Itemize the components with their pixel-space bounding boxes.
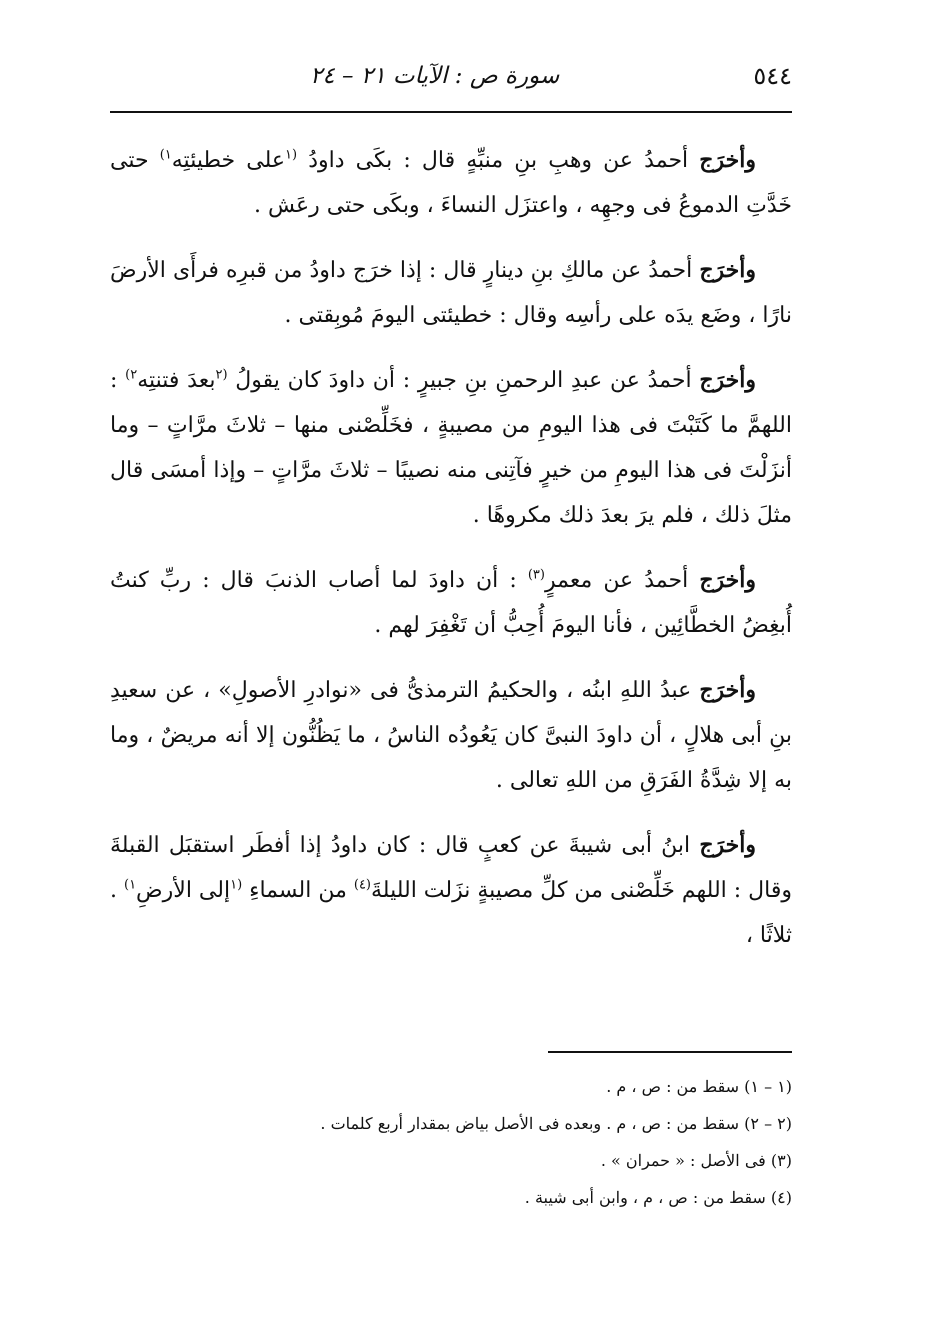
- paragraph: [110, 558, 792, 648]
- paragraph-text: . ثلاثًا ،: [109, 878, 792, 948]
- paragraph-text: أحمدُ عن عبدِ الرحمنِ بنِ جبيرٍ : أن داودَ كان يقولُ: [227, 368, 700, 393]
- paragraph: [110, 668, 792, 803]
- paragraph-lead-word: وأخرَج: [699, 147, 756, 173]
- paragraph-text: إلى الأرضِ: [136, 878, 231, 903]
- page-number: ٥٤٤: [753, 62, 792, 90]
- paragraph: [110, 138, 792, 228]
- footnote-marker: (١: [230, 877, 243, 893]
- paragraph-text: عبدُ اللهِ ابنُه ، والحكيمُ الترمذىُّ فى «نوادرِ الأصولِ» ، عن سعيدِ بنِ أبى هلالٍ ، أن داودَ النبىَّ كان يَعُودُه الناسُ ، ما يَظُنُّون إلا أنه مريضٌ ، وما به إلا شِدَّةُ الفَرَقِ من اللهِ تعالى .: [110, 678, 792, 793]
- footnote-rule: [548, 1051, 792, 1053]
- footnote-marker: (٢: [215, 367, 228, 383]
- footnotes: [110, 1068, 792, 1216]
- footnote-marker: ١): [123, 877, 137, 893]
- paragraph: [110, 823, 792, 958]
- paragraph-text: أحمدُ عن وهبِ بنِ منبِّهٍ قال : بكَى داودُ: [297, 148, 700, 173]
- footnote: (٤) سقط من : ص ، م ، وابن أبى شيبة .: [524, 1188, 792, 1207]
- paragraph-text: حتى خَدَّتِ الدموعُ فى وجهِه ، واعتزَل النساءَ ، وبكَى حتى رعَش .: [110, 148, 792, 218]
- footnote-marker: ١): [159, 147, 172, 163]
- paragraph-text: أحمدُ عن مالكِ بنِ دينارٍ قال : إذا خرَج داودُ من قبرِه فرأَى الأرضَ نارًا ، وضَع يدَه على رأسِه وقال : خطيئتى اليومَ مُوبِقتى .: [110, 258, 792, 328]
- footnote-marker: (٤): [353, 877, 371, 893]
- footnote-marker: (١: [285, 147, 298, 163]
- paragraph-lead-word: وأخرَج: [699, 567, 757, 593]
- paragraph-lead-word: وأخرَج: [699, 257, 756, 283]
- footnote: (٣) فى الأصل : « حمران » .: [600, 1151, 792, 1170]
- paragraph-text: : اللهمَّ ما كَتَبْتَ فى هذا اليومِ من مصيبةٍ ، فخَلِّصْنى منها – ثلاثَ مرَّاتٍ – وما أنزَلْتَ فى هذا اليومِ من خيرٍ فآتِنى منه نصيبًا – ثلاثَ مرَّاتٍ – وإذا أمسَى قال مثلَ ذلك ، فلم يرَ بعدَ ذلك مكروهًا .: [110, 368, 792, 528]
- paragraph-text: ابنُ أبى شيبةَ عن كعبٍ قال : كان داودُ إذا أفطَر استقبَل القبلةَ وقال : اللهم خَلِّصْنى من كلِّ مصيبةٍ نزَلت الليلةَ: [110, 833, 792, 903]
- running-head: [110, 56, 792, 96]
- footnote-marker: ٢): [125, 367, 138, 383]
- paragraph-lead-word: وأخرَج: [699, 367, 757, 393]
- header-rule: [110, 111, 792, 113]
- paragraph-text: من السماءِ: [242, 878, 354, 903]
- footnote: (١ – ١) سقط من : ص ، م .: [606, 1077, 792, 1096]
- paragraph-text: بعدَ فتنتِه: [137, 368, 216, 393]
- main-text: [110, 138, 792, 978]
- footnote-marker: (٣): [527, 567, 545, 583]
- paragraph-text: على خطيئتِه: [171, 148, 285, 173]
- footnote: (٢ – ٢) سقط من : ص ، م . وبعده فى الأصل بياض بمقدار أربع كلمات .: [320, 1114, 792, 1133]
- paragraph: [110, 358, 792, 538]
- paragraph: [110, 248, 792, 338]
- paragraph-lead-word: وأخرَج: [699, 677, 756, 703]
- paragraph-lead-word: وأخرَج: [699, 832, 756, 858]
- header-title: سورة ص : الآيات ٢١ – ٢٤: [310, 63, 560, 89]
- paragraph-text: أحمدُ عن معمرٍ: [544, 568, 700, 593]
- paragraph-text: : أن داودَ لما أصاب الذنبَ قال : ربِّ كنتُ أُبغِضُ الخطَّائِين ، فأنا اليومَ أُحِبُّ أن تَغْفِرَ لهم .: [110, 568, 792, 638]
